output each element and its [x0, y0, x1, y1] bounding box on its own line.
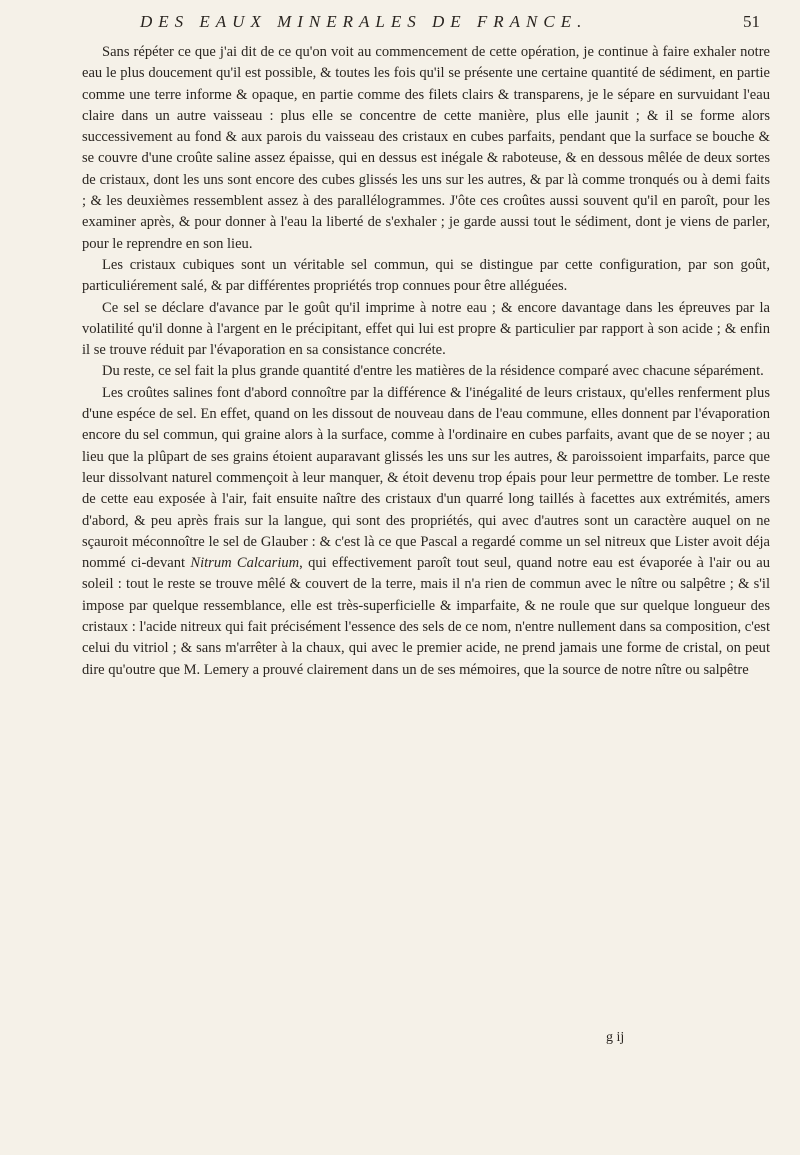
paragraph-3: Ce sel se déclare d'avance par le goût qu'il imprime à notre eau ; & encore davantage dans les épreuves par la volatilité qu'il donne à l'argent en le précipitant, effet qui lui est propre & particulier par rapport à son acide ; & enfin il se trouve réduit par l'évaporation en sa consistance concréte. — [82, 299, 770, 359]
italic-term: Nitrum Calcarium — [190, 555, 300, 572]
paragraph-2: Les cristaux cubiques sont un véritable sel commun, qui se distingue par cette configuration, par son goût, particuliérement salé, & par différentes propriétés trop connues pour être alléguées. — [82, 256, 770, 295]
body-text — [82, 42, 770, 681]
running-title: DES EAUX MINERALES DE FRANCE. — [140, 12, 588, 31]
paragraph-5-text: Les croûtes salines font d'abord connoître par la différence & l'inégalité de leurs cristaux, qu'elles renferment plus d'une espéce de sel. En effet, quand on les dissout de nouveau dans de l'eau commune, elles donnent par l'évaporation encore du sel commun, qui graine alors à la surface, comme à l'ordinaire en cubes parfaits, avant que de se noyer ; au lieu que la plûpart de ses grains étoient auparavant glissés les uns sur les autres, & paroissoient imparfaits, parce que leur dissolvant naturel commençoit à leur manquer, & étoit devenu trop épais pour leur permettre de tomber. Le reste de cette eau exposée à l'air, fait ensuite naître des cristaux d'un quarré long taillés à facettes aux extrémités, amers d'abord, & peu après frais sur la langue, qui sont des propriétés, qui avec d'autres sont un caractère auquel on ne sçauroit méconnoître le sel de Glauber : & c'est là ce que Pascal a regardé comme un sel nitreux que Lister avoit déja nommé ci-devant — [82, 384, 770, 572]
signature-mark: g ij — [606, 1030, 625, 1045]
running-head — [140, 12, 760, 32]
paragraph-1: Sans répéter ce que j'ai dit de ce qu'on voit au commencement de cette opération, je continue à faire exhaler notre eau le plus doucement qu'il est possible, & toutes les fois qu'il se présente une certaine quantité de sédiment, en partie comme une terre informe & opaque, en partie comme des filets clairs & transparens, je le sépare en survuidant l'eau claire dans un autre vaisseau : plus elle se concentre de cette manière, plus elle jaunit ; & il se forme alors successivement au fond & aux parois du vaisseau des cristaux en cubes parfaits, pendant que la surface se bouche & se couvre d'une croûte saline assez épaisse, qui en dessus est inégale & raboteuse, & en dessous mêlée de deux sortes de cristaux, dont les uns sont encore des cubes glissés les uns sur les autres, & par là comme tronqués ou à demi faits ; & les deuxièmes ressemblent assez à des parallélogrammes. J'ôte ces croûtes aussi souvent qu'il en paroît, pour les examiner après, & pour donner à l'eau la liberté de s'exhaler ; je garde aussi tout le sédiment, dont je viens de parler, pour le reprendre en son lieu. — [82, 44, 770, 252]
page-number: 51 — [743, 12, 760, 31]
paragraph-4: Du reste, ce sel fait la plus grande quantité d'entre les matières de la résidence comparé avec chacune séparément. — [102, 363, 764, 380]
paragraph-5-tail: , qui effectivement paroît tout seul, quand notre eau est évaporée à l'air ou au soleil : tout le reste se trouve mêlé & couvert de la terre, mais il n'a rien de commun avec le nître ou salpêtre ; & s'il impose par quelque ressemblance, elle est très-superficielle & imparfaite, & ne roule que sur quelque longueur des cristaux : l'acide nitreux qui fait précisément l'essence des sels de ce nom, n'entre nullement dans sa composition, c'est celui du vitriol ; & sans m'arrêter à la chaux, qui avec le premier acide, ne prend jamais une forme de cristal, on peut dire qu'outre que M. Lemery a prouvé clairement dans un de ses mémoires, que la source de notre nître ou salpêtre — [82, 555, 771, 678]
paragraph-5 — [82, 383, 770, 681]
